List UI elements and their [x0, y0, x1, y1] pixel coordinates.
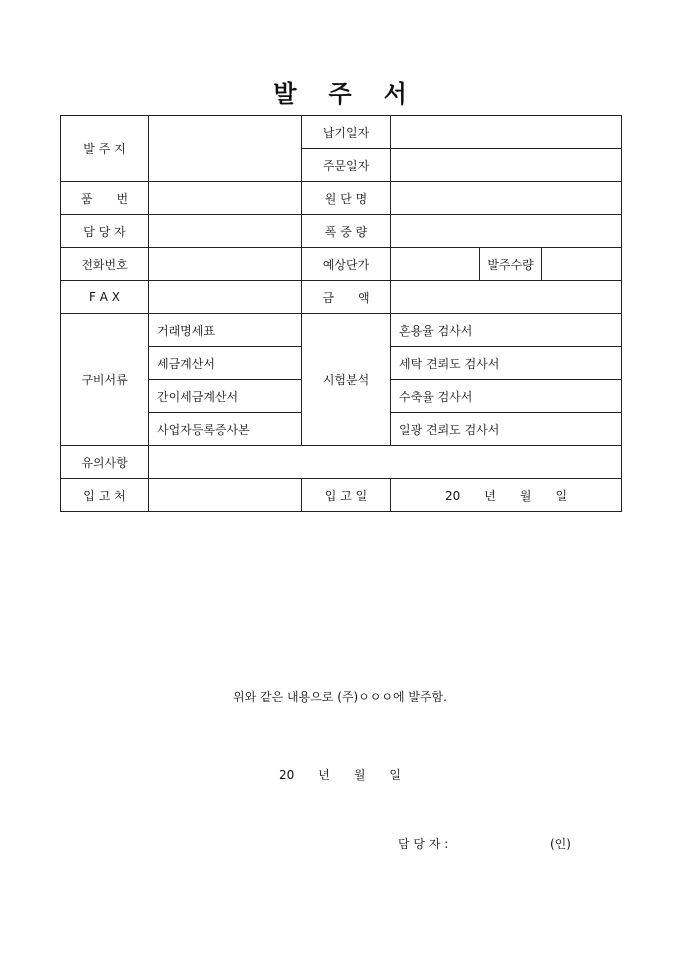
test-item[interactable]: 혼용율 검사서 [391, 314, 622, 347]
test-item[interactable]: 수축율 검사서 [391, 380, 622, 413]
width-weight-label: 폭 중 량 [302, 215, 391, 248]
amount-field[interactable] [391, 281, 622, 314]
notes-field[interactable] [149, 446, 622, 479]
amount-label: 금 액 [302, 281, 391, 314]
document-title [0, 74, 680, 109]
item-number-field[interactable] [149, 182, 302, 215]
document-item[interactable]: 간이세금계산서 [149, 380, 302, 413]
order-place-label: 발 주 지 [61, 116, 149, 182]
expected-price-label: 예상단가 [302, 248, 391, 281]
fabric-name-field[interactable] [391, 182, 622, 215]
title-char-1: 발 [273, 79, 297, 108]
receiving-date-field[interactable]: 20 년 월 일 [391, 479, 622, 512]
receiving-place-field[interactable] [149, 479, 302, 512]
fabric-name-label: 원 단 명 [302, 182, 391, 215]
manager-signature-label: 담 당 자 : [398, 837, 449, 851]
test-item[interactable]: 일광 견뢰도 검사서 [391, 413, 622, 446]
receiving-date-label: 입 고 일 [302, 479, 391, 512]
manager-label: 담 당 자 [61, 215, 149, 248]
order-place-field[interactable] [149, 116, 302, 182]
order-quantity-field[interactable] [542, 248, 622, 281]
order-statement: 위와 같은 내용으로 (주)ㅇㅇㅇ에 발주함. [233, 690, 447, 704]
width-weight-field[interactable] [391, 215, 622, 248]
order-form-table [60, 115, 622, 512]
receiving-place-label: 입 고 처 [61, 479, 149, 512]
order-quantity-label: 발주수량 [480, 248, 542, 281]
test-item[interactable]: 세탁 견뢰도 검사서 [391, 347, 622, 380]
expected-price-field[interactable] [391, 248, 480, 281]
notes-label: 유의사항 [61, 446, 149, 479]
seal-mark: (인) [550, 837, 571, 851]
delivery-date-field[interactable] [391, 116, 622, 149]
order-date-label: 주문일자 [302, 149, 391, 182]
document-item[interactable]: 세금계산서 [149, 347, 302, 380]
fax-field[interactable] [149, 281, 302, 314]
required-documents-label: 구비서류 [61, 314, 149, 446]
test-analysis-label: 시험분석 [302, 314, 391, 446]
item-number-label: 품 번 [61, 182, 149, 215]
title-char-2: 주 [328, 79, 352, 108]
issue-date: 20 년 월 일 [278, 768, 402, 782]
title-char-3: 서 [383, 79, 407, 108]
document-item[interactable]: 거래명세표 [149, 314, 302, 347]
phone-label: 전화번호 [61, 248, 149, 281]
fax-label: F A X [61, 281, 149, 314]
order-date-field[interactable] [391, 149, 622, 182]
manager-field[interactable] [149, 215, 302, 248]
phone-field[interactable] [149, 248, 302, 281]
document-item[interactable]: 사업자등록증사본 [149, 413, 302, 446]
delivery-date-label: 납기일자 [302, 116, 391, 149]
